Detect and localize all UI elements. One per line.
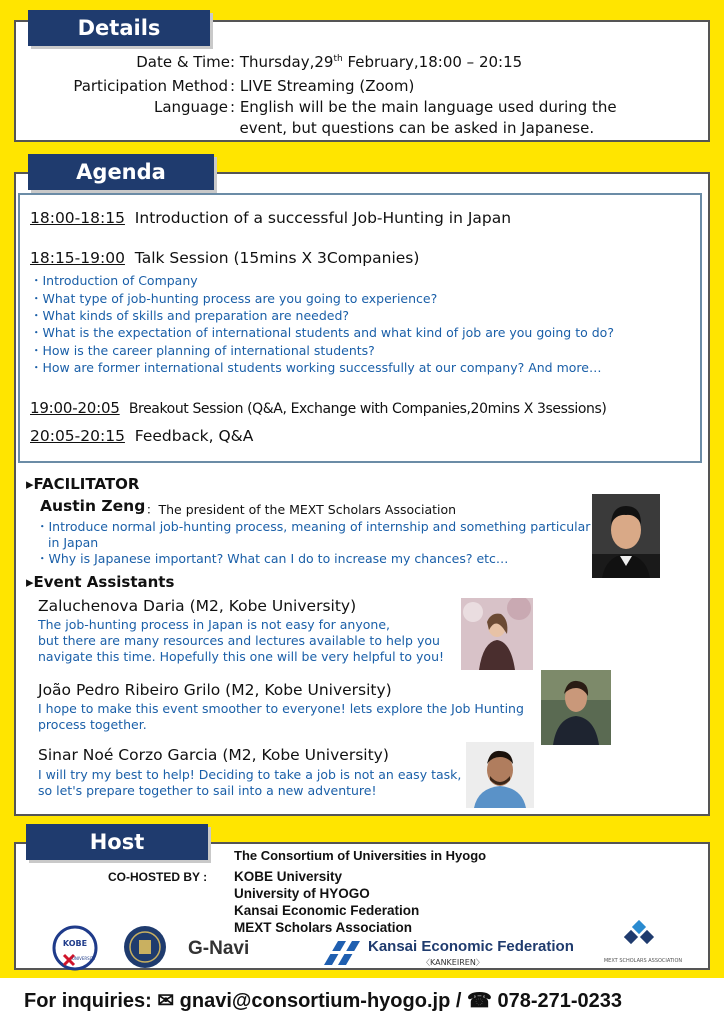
cohosted-label: CO-HOSTED BY : <box>108 870 208 884</box>
mext-scholars-association-logo: MEXT SCHOLARS ASSOCIATION <box>598 920 688 966</box>
detail-value-method: : LIVE Streaming (Zoom) <box>230 77 415 95</box>
cohost-item: MEXT Scholars Association <box>234 920 413 935</box>
assistant-photo-2 <box>541 670 611 745</box>
assistants-heading: ▸Event Assistants <box>26 573 175 591</box>
facilitator-heading: ▸FACILITATOR <box>26 475 140 493</box>
agenda-item-1: 18:00-18:15 Introduction of a successful Job-Hunting in Japan <box>30 209 512 227</box>
footer-phone[interactable]: ☎ 078-271-0233 <box>466 990 623 1012</box>
cohost-item: KOBE University <box>234 869 343 884</box>
detail-value-language-cont: event, but questions can be asked in Japanese. <box>239 119 595 137</box>
talk-bullet: ・How is the career planning of international students? <box>30 343 375 358</box>
agenda-tab: Agenda <box>28 154 214 190</box>
detail-label-method: Participation Method <box>73 77 228 95</box>
cohost-item: University of HYOGO <box>234 886 370 901</box>
facilitator-photo <box>592 494 660 578</box>
agenda-item-2: 18:15-19:00 Talk Session (15mins X 3Companies) <box>30 249 420 267</box>
talk-bullet: ・What is the expectation of international students and what kind of job are you going to do? <box>30 325 614 340</box>
footer-inquiries <box>24 988 622 1013</box>
host-tab: Host <box>26 824 208 860</box>
agenda-item-3: 19:00-20:05 Breakout Session (Q&A, Exchange with Companies,20mins X 3sessions) <box>30 399 607 417</box>
university-of-hyogo-logo <box>122 924 168 970</box>
footer-email[interactable]: ✉ gnavi@consortium-hyogo.jp <box>157 990 451 1012</box>
facilitator-bullet: ・Introduce normal job-hunting process, meaning of internship and something particular <box>36 519 591 534</box>
detail-value-language: : English will be the main language used during the <box>230 98 617 116</box>
assistant-desc-3: I will try my best to help! Deciding to take a job is not an easy task, so let's prepare together to sail into a new adventure! <box>38 767 462 798</box>
assistant-name-3: Sinar Noé Corzo Garcia (M2, Kobe University) <box>38 746 389 764</box>
details-tab: Details <box>28 10 210 46</box>
detail-label-date: Date & Time <box>136 53 230 71</box>
host-organizer: The Consortium of Universities in Hyogo <box>234 848 487 863</box>
kobe-university-logo: KOBE UNIVERSITY <box>52 925 98 971</box>
assistant-name-1: Zaluchenova Daria (M2, Kobe University) <box>38 597 357 615</box>
assistant-desc-2: I hope to make this event smoother to everyone! lets explore the Job Hunting process together. <box>38 701 524 732</box>
detail-label-language: Language <box>153 98 228 116</box>
facilitator-role: ：The president of the MEXT Scholars Association <box>146 502 457 517</box>
assistant-desc-1: The job-hunting process in Japan is not easy for anyone, but there are many resources and lectures available to help you navigate this time. Hopefully this one will be very helpful to you! <box>38 617 445 664</box>
assistant-photo-1 <box>461 598 533 670</box>
talk-bullet: ・How are former international students working successfully at our company? And more… <box>30 360 602 375</box>
gnavi-logo: G-Navi <box>188 938 250 959</box>
talk-bullet: ・Introduction of Company <box>30 273 198 288</box>
talk-bullet: ・What type of job-hunting process are you going to experience? <box>30 291 438 306</box>
agenda-box <box>18 193 702 463</box>
footer-separator: / <box>455 990 462 1012</box>
facilitator-name: Austin Zeng <box>40 497 146 515</box>
facilitator-bullet: in Japan <box>48 535 99 550</box>
footer-label: For inquiries: <box>24 990 152 1012</box>
assistant-photo-3 <box>466 742 534 808</box>
talk-bullet: ・What kinds of skills and preparation are needed? <box>30 308 350 323</box>
footer-bar <box>0 978 724 1024</box>
detail-value-date: : Thursday,29th February,18:00 – 20:15 <box>230 53 523 71</box>
cohost-item: Kansai Economic Federation <box>234 903 420 918</box>
agenda-item-4: 20:05-20:15 Feedback, Q&A <box>30 427 254 445</box>
assistant-name-2: João Pedro Ribeiro Grilo (M2, Kobe University) <box>38 681 392 699</box>
kansai-economic-federation-logo: Kansai Economic Federation 〈KANKEIREN〉 <box>318 936 578 970</box>
facilitator-bullet: ・Why is Japanese important? What can I do to increase my chances? etc… <box>36 551 509 566</box>
